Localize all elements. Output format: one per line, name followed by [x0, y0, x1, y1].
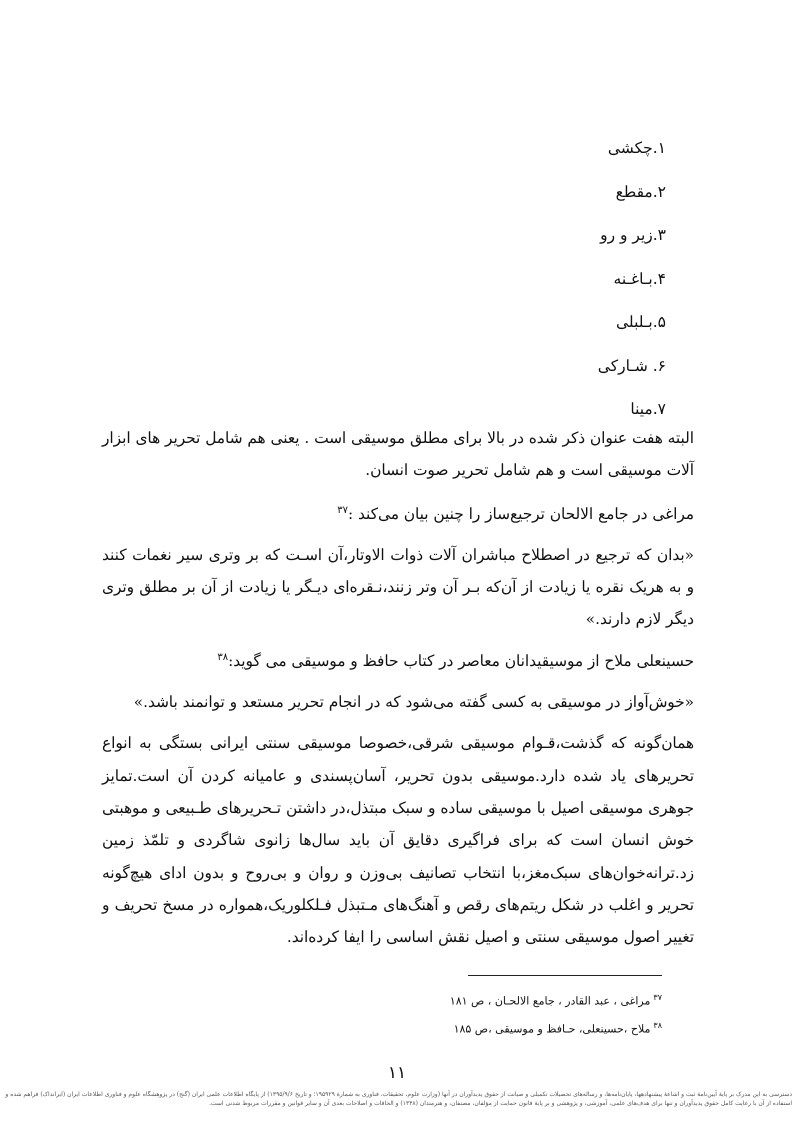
list-item: ۷.مینا — [630, 400, 666, 418]
quotation: «بدان که ترجیع در اصطلاح مباشران آلات ذوات الاوتار،آن اسـت که بر وتری سیر نغمات کنند و به هریک نقره یا زیادت از آن‌که بـر آن وتر زنند،نـقره‌ای دیـگر یا زیادت از آن بر مطلق وتری دیگر لازم دارند.» — [102, 545, 694, 629]
footnote-reference: ۳۸ — [217, 651, 229, 663]
list-item: ۵.بـلبلی — [616, 313, 666, 331]
list-item: ۶. شـارکی — [597, 356, 666, 375]
list-item: ۱.چکشی — [607, 139, 666, 157]
paragraph-text: مراغی در جامع الالحان ترجیع‌ساز را چنین بیان می‌کند : — [348, 504, 694, 523]
list-item: ۳.زیر و رو — [600, 226, 666, 244]
list-item: ۲.مقطع — [615, 182, 666, 201]
paragraph — [102, 498, 694, 530]
footnote-reference: ۳۷ — [337, 504, 348, 516]
list-item: ۴.بـاغـنه — [613, 269, 666, 288]
footnote-divider — [468, 975, 662, 976]
footnote-text: ملاح ،حسینعلی، حـافظ و موسیقی ،ص ۱۸۵ — [453, 1022, 651, 1036]
footnotes — [242, 986, 662, 1041]
paragraph: همان‌گونه که گذشت،قـوام موسیقی شرقی،خصوصا موسیقی سنتی ایرانی بستگی به انواع تحریرهای یاد شده دارد.موسیقی بدون تحریر، آسان‌پسندی و عامیانه کردن آن است.تمایز جوهری موسیقی اصیل با موسیقی ساده و سبک مبتذل،در داشتن تـحریرهای طـبیعی و موهبتی خوش انسان است که برای فراگیری دقایق آن باید سال‌ها زانوی شاگردی و تلمّذ زمین زد.ترانه‌خوان‌های سبک‌مغز،با انتخاب تصانیف بی‌وزن و روان و بی‌روح و بدون ادای هیچ‌گونه تحریر و اغلب در شکل ریتم‌های رقص و آهنگ‌های مـتبذل فـلکلوریک،همواره در مسخ تحریف و تغییر اصول موسیقی سنتی و اصیل نقش اساسی را ایفا کرده‌اند. — [102, 734, 694, 947]
footnote-number: ۳۷ — [653, 993, 662, 1002]
footnote-text: مراغی ، عبد القادر ، جامع الالحـان ، ص ۱۸۱ — [449, 994, 651, 1008]
body-text — [102, 422, 694, 962]
paragraph-text: حسینعلی ملاح از موسیقیدانان معاصر در کتاب حافظ و موسیقی می گوید: — [228, 651, 694, 670]
paragraph: البته هفت عنوان ذکر شده در بالا برای مطلق موسیقی است . یعنی هم شامل تحریر های ابزار آلات موسیقی است و هم شامل تحریر صوت انسان. — [102, 429, 694, 480]
quotation: «خوش‌آواز در موسیقی به کسی گفته می‌شود که در انجام تحریر مستعد و توانمند باشد.» — [133, 693, 694, 712]
footnote-number: ۳۸ — [653, 1020, 662, 1030]
footnote — [242, 1014, 662, 1042]
copyright-disclaimer: دسترسی به این مدرک بر پایهٔ آیین‌نامهٔ ثبت و اشاعهٔ پیشنهادهها، پایان‌نامه‌ها، و رساله‌های تحصیلات تکمیلی و صیانت از حقوق پدیدآوران در آنها (وزارت علوم، تحقیقات، فناوری به شمارهٔ ۱۹۵۹۲۹؛ و تاریخ ۱۳۹۵/۹/۶) از پایگاه اطلاعات علمی ایران (گنج) در پژوهشگاه علوم و فناوری اطلاعات ایران (ایرانداک) فراهم شده و استفاده از آن با رعایت کامل حقوق پدیدآوران و تنها برای هدف‌های علمی، آموزشی، و پژوهشی و بر پایهٔ قانون حمایت از مؤلفان، مصنفان، و هنرمندان (۱۳۴۸) و الحاقات و اصلاحات بعدی آن و سایر قوانین و مقررات مربوط شدنی است. — [5, 1091, 792, 1107]
page-number: ۱۱ — [387, 1063, 407, 1083]
embellishment-list — [246, 130, 666, 435]
paragraph — [102, 645, 694, 677]
footnote — [242, 986, 662, 1014]
